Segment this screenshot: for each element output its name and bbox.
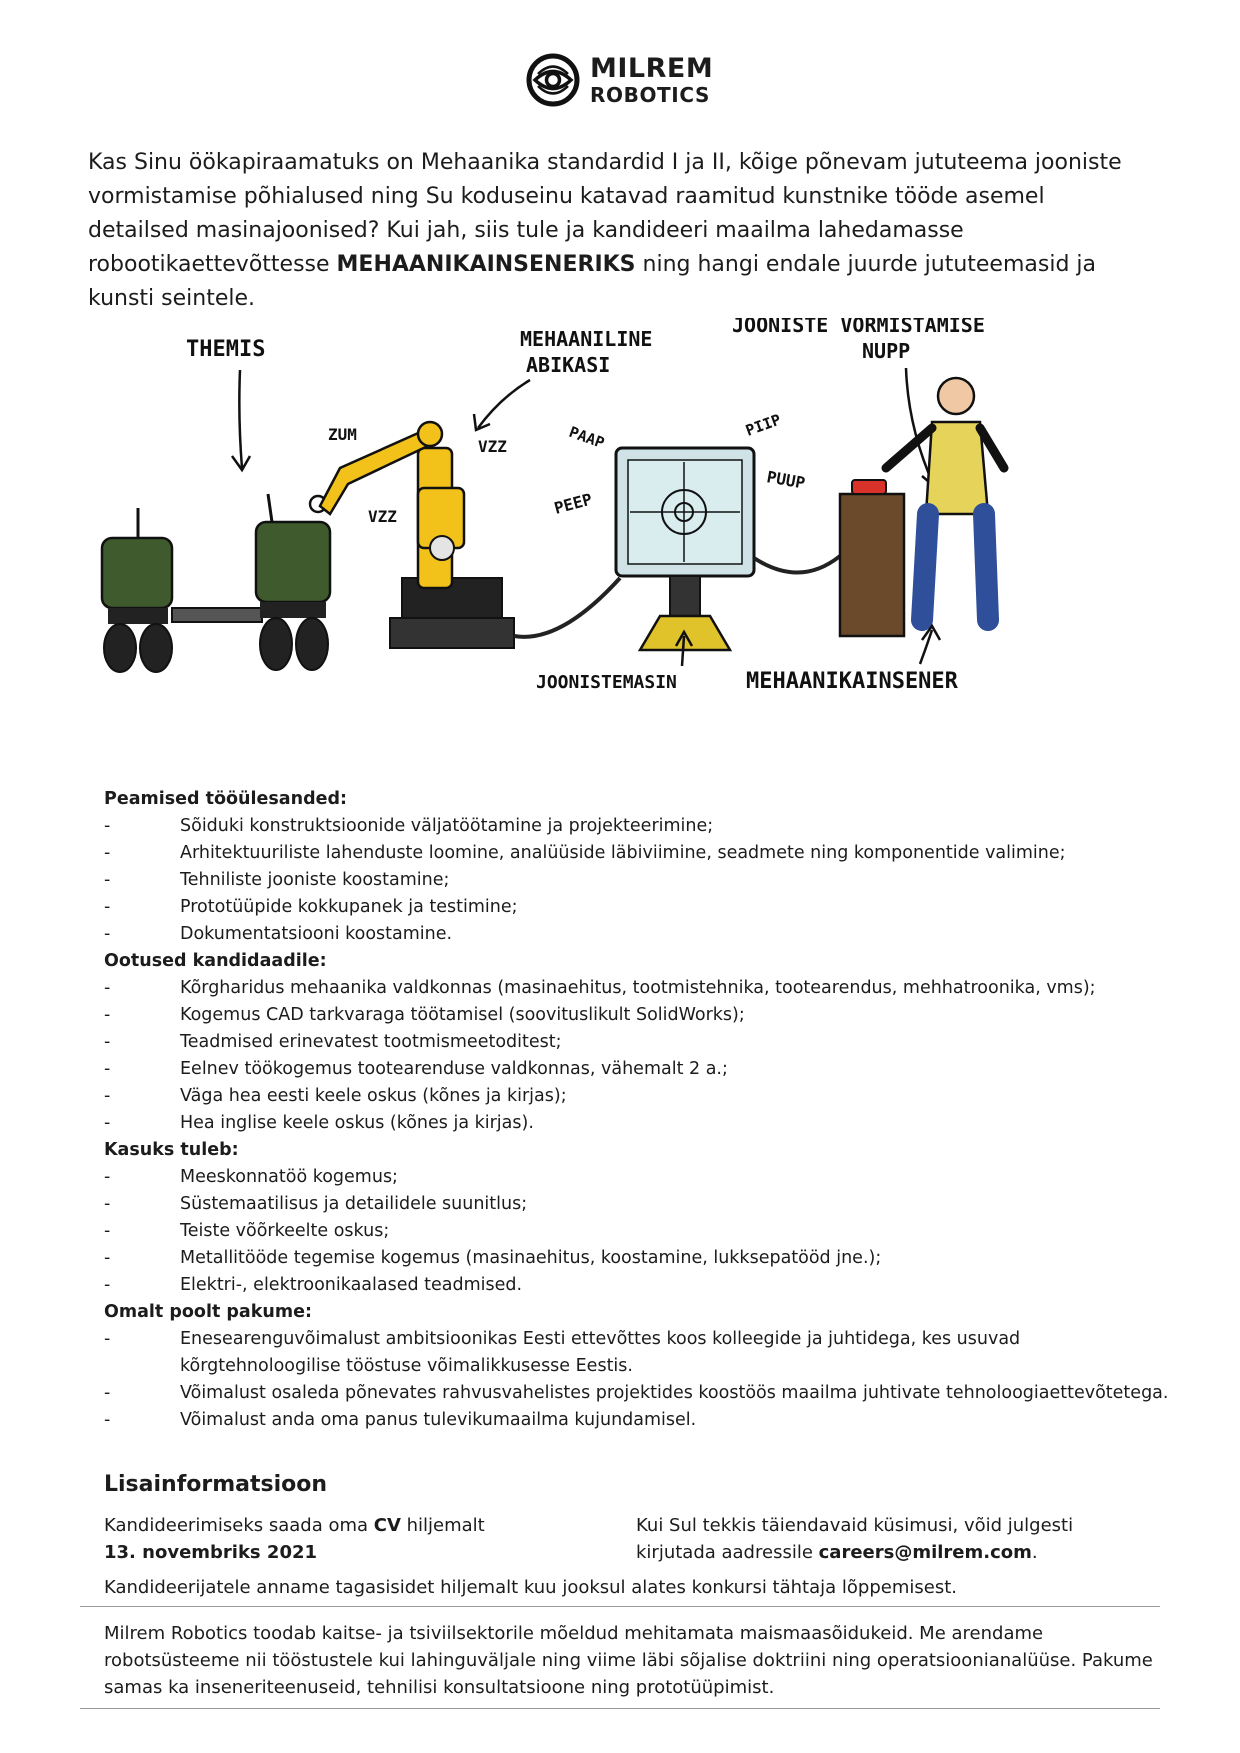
list-item bbox=[104, 1083, 1184, 1110]
bullet-dash: - bbox=[104, 1113, 111, 1133]
milrem-logo bbox=[526, 50, 713, 110]
label-button-line1: JOONISTE VORMISTAMISE bbox=[732, 318, 985, 337]
list-item bbox=[104, 867, 1184, 894]
arrow-themis bbox=[239, 370, 242, 468]
button-pedestal bbox=[840, 480, 904, 636]
list-item bbox=[104, 1164, 1184, 1191]
bullet-dash: - bbox=[104, 1086, 111, 1106]
job-sections bbox=[104, 786, 1184, 1434]
label-button-line2: NUPP bbox=[862, 339, 911, 363]
cable-arm-machine bbox=[514, 578, 620, 637]
list-item-text: Dokumentatsiooni koostamine. bbox=[180, 924, 453, 944]
list-item-text: Prototüüpide kokkupanek ja testimine; bbox=[180, 897, 518, 917]
apply-text-after: hiljemalt bbox=[400, 1515, 485, 1536]
list-item bbox=[104, 1272, 1184, 1299]
label-arm-line1: MEHAANILINE bbox=[520, 327, 653, 351]
section-offer bbox=[104, 1299, 1184, 1434]
sound-vzz-top: VZZ bbox=[478, 437, 507, 456]
themis-vehicle-right bbox=[256, 494, 330, 670]
bullet-dash: - bbox=[104, 1194, 111, 1214]
deadline-date: 13. novembriks 2021 bbox=[104, 1542, 318, 1563]
label-machine: JOONISTEMASIN bbox=[536, 672, 677, 693]
list-item bbox=[104, 1407, 1184, 1434]
list-item-text: Teiste võõrkeelte oskus; bbox=[180, 1221, 390, 1241]
list-item-text: Arhitektuuriliste lahenduste loomine, analüüside läbiviimine, seadmete ning komponentide valimine; bbox=[180, 843, 1066, 863]
bullet-dash: - bbox=[104, 870, 111, 890]
cable-machine-pedestal bbox=[754, 556, 840, 573]
label-arm-line2: ABIKASI bbox=[526, 353, 611, 377]
bullet-dash: - bbox=[104, 1410, 111, 1430]
bullet-dash: - bbox=[104, 978, 111, 998]
list-item bbox=[104, 1245, 1184, 1272]
arrow-arm bbox=[478, 380, 530, 428]
list-item bbox=[104, 1380, 1184, 1407]
logo-line2: ROBOTICS bbox=[590, 83, 710, 107]
bullet-dash: - bbox=[104, 1329, 111, 1349]
bullet-dash: - bbox=[104, 1248, 111, 1268]
sound-zum: ZUM bbox=[328, 425, 357, 444]
bullet-dash: - bbox=[104, 1221, 111, 1241]
list-item-text: Elektri-, elektroonikaalased teadmised. bbox=[180, 1275, 523, 1295]
section-tasks bbox=[104, 786, 1184, 948]
list-item-text: Süstemaatilisus ja detailidele suunitlus; bbox=[180, 1194, 528, 1214]
divider-top bbox=[80, 1606, 1160, 1607]
additional-info-title: Lisainformatsioon bbox=[104, 1472, 328, 1497]
list-item-text: Väga hea eesti keele oskus (kõnes ja kirjas); bbox=[180, 1086, 567, 1106]
themis-vehicle-left bbox=[102, 508, 172, 672]
list-item bbox=[104, 1110, 1184, 1137]
application-info bbox=[104, 1512, 544, 1566]
section-title: Omalt poolt pakume: bbox=[104, 1302, 312, 1322]
list-item bbox=[104, 1191, 1184, 1218]
list-item bbox=[104, 840, 1184, 867]
list-item bbox=[104, 1218, 1184, 1245]
list-item bbox=[104, 813, 1184, 840]
apply-text: Kandideerimiseks saada oma bbox=[104, 1515, 374, 1536]
feedback-note: Kandideerijatele anname tagasisidet hiljemalt kuu jooksul alates konkursi tähtaja lõppemisest. bbox=[104, 1577, 957, 1598]
drawing-machine bbox=[616, 448, 754, 650]
list-item bbox=[104, 894, 1184, 921]
label-engineer: MEHAANIKAINSENER bbox=[746, 669, 958, 694]
contact-text: Kui Sul tekkis täiendavaid küsimusi, võid julgesti kirjutada aadressile bbox=[636, 1515, 1074, 1563]
intro-text-end: ning hangi endale juurde jututeemasid ja kunsti seintele. bbox=[88, 252, 1096, 311]
bullet-dash: - bbox=[104, 924, 111, 944]
list-item-text: Kõrgharidus mehaanika valdkonnas (masinaehitus, tootmistehnika, tootearendus, mehhatroonika, vms); bbox=[180, 978, 1096, 998]
milrem-eye-icon bbox=[526, 53, 580, 107]
list-item-text: Metallitööde tegemise kogemus (masinaehitus, koostamine, lukksepatööd jne.); bbox=[180, 1248, 882, 1268]
intro-paragraph bbox=[88, 146, 1148, 316]
sound-piip: PIIP bbox=[743, 410, 784, 440]
job-title-highlight: MEHAANIKAINSENERIKS bbox=[336, 252, 636, 277]
bullet-dash: - bbox=[104, 1005, 111, 1025]
list-item-text: Tehniliste jooniste koostamine; bbox=[180, 870, 450, 890]
list-item-text: Hea inglise keele oskus (kõnes ja kirjas). bbox=[180, 1113, 534, 1133]
intro-text: Kas Sinu öökapiraamatuks on Mehaanika standardid I ja II, kõige põnevam jututeema jooniste vormistamise põhialused ning Su koduseinu katavad raamitud kunstnike tööde asemel detailsed masinajoonised? Kui jah, siis tule ja kandideeri maailma lahedamasse robootikaettevõttesse bbox=[88, 150, 1122, 277]
list-item-text: Kogemus CAD tarkvaraga töötamisel (soovituslikult SolidWorks); bbox=[180, 1005, 745, 1025]
list-item bbox=[104, 1029, 1184, 1056]
label-themis: THEMIS bbox=[186, 337, 266, 362]
list-item-text: Sõiduki konstruktsioonide väljatöötamine ja projekteerimine; bbox=[180, 816, 714, 836]
bullet-dash: - bbox=[104, 843, 111, 863]
hand-drawn-illustration bbox=[80, 318, 1160, 788]
section-title: Kasuks tuleb: bbox=[104, 1140, 239, 1160]
contact-info bbox=[636, 1512, 1116, 1566]
bullet-dash: - bbox=[104, 816, 111, 836]
bullet-dash: - bbox=[104, 1032, 111, 1052]
bullet-dash: - bbox=[104, 1167, 111, 1187]
list-item-text: Võimalust anda oma panus tulevikumaailma kujundamisel. bbox=[180, 1410, 697, 1430]
list-item bbox=[104, 975, 1184, 1002]
list-item-text: Meeskonnatöö kogemus; bbox=[180, 1167, 398, 1187]
bullet-dash: - bbox=[104, 1383, 111, 1403]
bullet-dash: - bbox=[104, 897, 111, 917]
logo-line1: MILREM bbox=[590, 53, 714, 84]
section-bonus bbox=[104, 1137, 1184, 1299]
list-item-text: Võimalust osaleda põnevates rahvusvahelistes projektides koostöös maailma juhtivate tehnoloogiaettevõtetega. bbox=[180, 1383, 1169, 1403]
company-description: Milrem Robotics toodab kaitse- ja tsiviilsektorile mõeldud mehitamata maismaasõidukeid. Me arendame robotsüsteeme nii tööstustele kui lahinguväljale ning viime läbi sõjalise doktriini ning operatsioonianalüüse. Pakume samas ka inseneriteenuseid, tehnilisi konsultatsioone ning prototüüpimist. bbox=[104, 1623, 1153, 1698]
cv-highlight: CV bbox=[373, 1515, 401, 1536]
themis-platform bbox=[172, 608, 262, 622]
contact-text-end: . bbox=[1031, 1542, 1038, 1563]
section-expectations bbox=[104, 948, 1184, 1137]
divider-bottom bbox=[80, 1708, 1160, 1709]
list-item bbox=[104, 1326, 1184, 1380]
list-item bbox=[104, 1002, 1184, 1029]
logo-wordmark bbox=[590, 55, 713, 105]
sound-paap: PAAP bbox=[566, 422, 607, 453]
list-item bbox=[104, 921, 1184, 948]
sound-peep: PEEP bbox=[552, 489, 595, 518]
section-title: Ootused kandidaadile: bbox=[104, 951, 327, 971]
list-item-text: Enesearenguvõimalust ambitsioonikas Eesti ettevõttes koos kolleegide ja juhtidega, kes usuvad kõrgtehnoloogilise tööstuse võimalikkusesse Eestis. bbox=[180, 1329, 1021, 1376]
bullet-dash: - bbox=[104, 1275, 111, 1295]
list-item-text: Teadmised erinevatest tootmismeetoditest; bbox=[180, 1032, 562, 1052]
section-title: Peamised tööülesanded: bbox=[104, 789, 347, 809]
list-item-text: Eelnev töökogemus tootearenduse valdkonnas, vähemalt 2 a.; bbox=[180, 1059, 728, 1079]
contact-email-link[interactable]: careers@milrem.com bbox=[818, 1542, 1032, 1563]
bullet-dash: - bbox=[104, 1059, 111, 1079]
list-item bbox=[104, 1056, 1184, 1083]
sound-vzz-side: VZZ bbox=[368, 507, 397, 526]
sound-puup: PUUP bbox=[765, 467, 807, 493]
